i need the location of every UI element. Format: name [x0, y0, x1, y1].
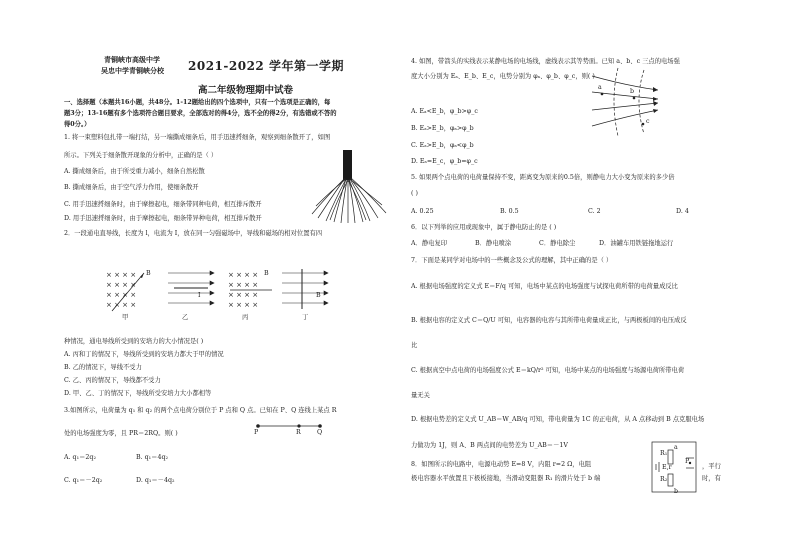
section-heading-line2: 题3分；13-16题有多个选项符合题目要求，全部选对的得4分，选不全的得2分，有选错或不答的 — [64, 110, 337, 117]
svg-text:× × × ×: × × × × — [106, 301, 137, 309]
q2-option-b: B. 乙的情况下，导线不受力 — [64, 364, 142, 371]
q4-field-figure — [588, 66, 660, 138]
circuit-b-label: b — [674, 488, 679, 495]
q5-option-d: D. 4 — [676, 208, 689, 215]
q6-option-a: A．静电复印 — [411, 240, 448, 247]
q1-stem-line2: 所示。下列关于细条散开现象的分析中，正确的是（ ） — [64, 152, 218, 159]
q3-line-figure — [254, 418, 326, 440]
circuit-r2-label: R₂ — [660, 476, 668, 483]
q3-stem-line1: 3.如图所示，电荷量为 q₁ 和 q₂ 的两个点电荷分别位于 P 点和 Q 点。已知在 P、Q 连线上某点 R — [64, 407, 337, 414]
q2-label-yi: 乙 — [182, 314, 189, 321]
q3-option-d: D. q₁＝－4q₂ — [136, 477, 175, 484]
q1-option-b: B. 撕成细条后，由于空气浮力作用，使细条散开 — [64, 184, 199, 191]
q2-label-jia: 甲 — [122, 314, 129, 321]
school-name-line1: 青铜峡市高级中学 — [104, 55, 160, 64]
svg-text:× × × ×: × × × × — [228, 281, 259, 289]
circuit-emf-label: E,r — [662, 464, 672, 471]
q1-option-a: A. 撕成细条后，由于所受重力减小，细条自然松散 — [64, 168, 205, 175]
q6-stem: 6．以下列举的应用或现象中，属于静电防止的是 ( ) — [411, 224, 557, 231]
q1-stem-line1: 1. 将一束塑料包扎带一端打结，另一端撕成细条后，用手迅速捋细条，观察到细条散开了，如图 — [64, 134, 331, 141]
q8-stem-line2: 极电容器水平放置且下极板接地，当滑动变阻器 R₁ 的滑片处于 b 端 — [411, 475, 601, 482]
q3-option-a: A. q₁＝2q₂ — [64, 454, 96, 461]
svg-text:× × × ×: × × × × — [228, 271, 259, 279]
q6-option-c: C．静电除尘 — [539, 240, 576, 247]
q2-option-a: A. 丙和丁的情况下，导线所受到的安培力都大于甲的情况 — [64, 351, 224, 358]
q4-point-b: b — [630, 88, 635, 95]
q7-option-c-line2: 量无关 — [411, 392, 430, 399]
q5-option-c: C. 2 — [588, 208, 601, 215]
q2-current-label-yi: I — [198, 292, 201, 299]
q8-stem-line1: 8．如图所示的电路中，电源电动势 E=8 V，内阻 r=2 Ω，电阻 — [411, 461, 592, 468]
q4-option-b: B. Eₐ>E_b，φₐ>φ_b — [411, 125, 474, 132]
section-heading-line3: 得0分。） — [64, 121, 91, 128]
q7-option-c-line1: C. 根据真空中点电荷的电场强度公式 E＝kQ/r² 可知，电场中某点的电场强度与场源电荷所带电荷 — [411, 367, 685, 374]
svg-text:× × × ×: × × × × — [106, 291, 137, 299]
figure-jia — [106, 271, 144, 311]
q3-point-r: R — [296, 429, 301, 436]
q4-option-c: C. Eₐ>E_b，φₐ<φ_b — [411, 142, 474, 149]
q2-stem-line2: 种情况，通电导线所受到的安培力的大小情况是( ) — [64, 338, 204, 345]
q4-stem-line2: 度大小分别为 Eₐ、E_b、E_c，电势分别为 φₐ、φ_b、φ_c，则( ) — [411, 73, 595, 80]
school-name-line2: 吴忠中学青铜峡分校 — [101, 66, 164, 75]
q6-option-d: D．油罐车用铁链拖地运行 — [599, 240, 674, 247]
q7-option-b-line1: B. 根据电容的定义式 C＝Q/U 可知，电容器的电容与其所带电荷量成正比，与两极板间的电压成反 — [411, 317, 687, 324]
circuit-a-label: a — [674, 444, 678, 451]
figure-ding — [282, 269, 328, 309]
q3-point-p: P — [254, 429, 259, 436]
q5-stem-line1: 5. 如果两个点电荷的电荷量保持不变，距离变为原来的0.5倍，则静电力大小变为原来的多少倍 — [411, 174, 675, 181]
q6-option-b: B．静电喷涂 — [475, 240, 512, 247]
q7-stem: 7．下面是某同学对电场中的一些概念及公式的理解，其中正确的是（ ） — [411, 257, 613, 264]
exam-title: 高二年级物理期中试卷 — [198, 85, 294, 96]
term-title: 2021-2022 学年第一学期 — [188, 59, 344, 73]
q7-option-d-line1: D. 根据电势差的定义式 U_AB＝W_AB/q 可知，带电荷量为 1C 的正电荷，从 A 点移动到 B 点克服电场 — [411, 416, 705, 423]
q7-option-a: A. 根据电场强度的定义式 E＝F/q 可知，电场中某点的电场强度与试探电荷所带的电荷量成反比 — [411, 283, 678, 290]
q7-option-d-line2: 力做功为 1J，则 A、B 两点间的电势差为 U_AB＝－1V — [411, 442, 568, 449]
q2-stem-line1: 2．一段通电直导线，长度为 l，电流为 I，放在同一匀强磁场中，导线和磁场的相对位置有四 — [64, 230, 323, 237]
strip-bundle-figure — [308, 150, 390, 224]
svg-text:× × × ×: × × × × — [228, 291, 259, 299]
q8-side-text-1: ，平行 — [702, 463, 721, 470]
q3-stem-line2: 处的电场强度为零，且 PR＝2RQ。则( ) — [64, 430, 178, 437]
figure-yi — [168, 271, 214, 305]
q2-field-label-jia: B — [146, 270, 151, 277]
q8-side-text-2: 时，有 — [702, 475, 721, 482]
q1-option-c: C. 用手迅速捋细条时，由于摩擦起电，细条带同种电荷，相互排斥散开 — [64, 201, 262, 208]
q1-option-d: D. 用手迅速捋细条时，由于摩擦起电，细条带异种电荷，相互排斥散开 — [64, 215, 262, 222]
q4-point-c: c — [646, 118, 650, 125]
circuit-r1-label: R₁ — [660, 450, 668, 457]
svg-text:× × × ×: × × × × — [106, 281, 137, 289]
svg-text:× × × ×: × × × × — [228, 301, 259, 309]
svg-text:× × × ×: × × × × — [106, 271, 137, 279]
q4-option-a: A. Eₐ<E_b，φ_b>φ_c — [411, 108, 478, 115]
section-heading-line1: 一、选择题（本题共16小题，共48分。1-12题给出的四个选项中，只有一个选项是正确的，每 — [64, 99, 331, 106]
q2-label-bing: 丙 — [242, 314, 249, 321]
circuit-p-label: P — [685, 458, 690, 465]
q2-label-ding: 丁 — [302, 314, 309, 321]
q4-option-d: D. Eₐ=E_c，φ_b=φ_c — [411, 158, 478, 165]
q5-stem-line2: ( ) — [411, 190, 418, 197]
q2-field-label-ding: B — [316, 292, 321, 299]
q2-field-label-bing: B — [264, 270, 269, 277]
q3-point-q: Q — [317, 429, 323, 436]
q7-option-b-line2: 比 — [411, 342, 418, 349]
q2-option-d: D. 甲、乙、丁的情况下，导线所受安培力大小都相等 — [64, 390, 212, 397]
q4-point-a: a — [598, 84, 602, 91]
q2-option-c: C. 乙、丙的情况下，导线都不受力 — [64, 377, 161, 384]
q3-option-b: B. q₁＝4q₂ — [136, 454, 169, 461]
q5-option-a: A. 0.25 — [411, 208, 434, 215]
q5-option-b: B. 0.5 — [500, 208, 519, 215]
q4-stem-line1: 4. 如图，带箭头的实线表示某静电场的电场线，虚线表示其等势面。已知 a、b、c 三点的电场强 — [411, 58, 680, 65]
q3-option-c: C. q₁＝－2q₂ — [64, 477, 103, 484]
